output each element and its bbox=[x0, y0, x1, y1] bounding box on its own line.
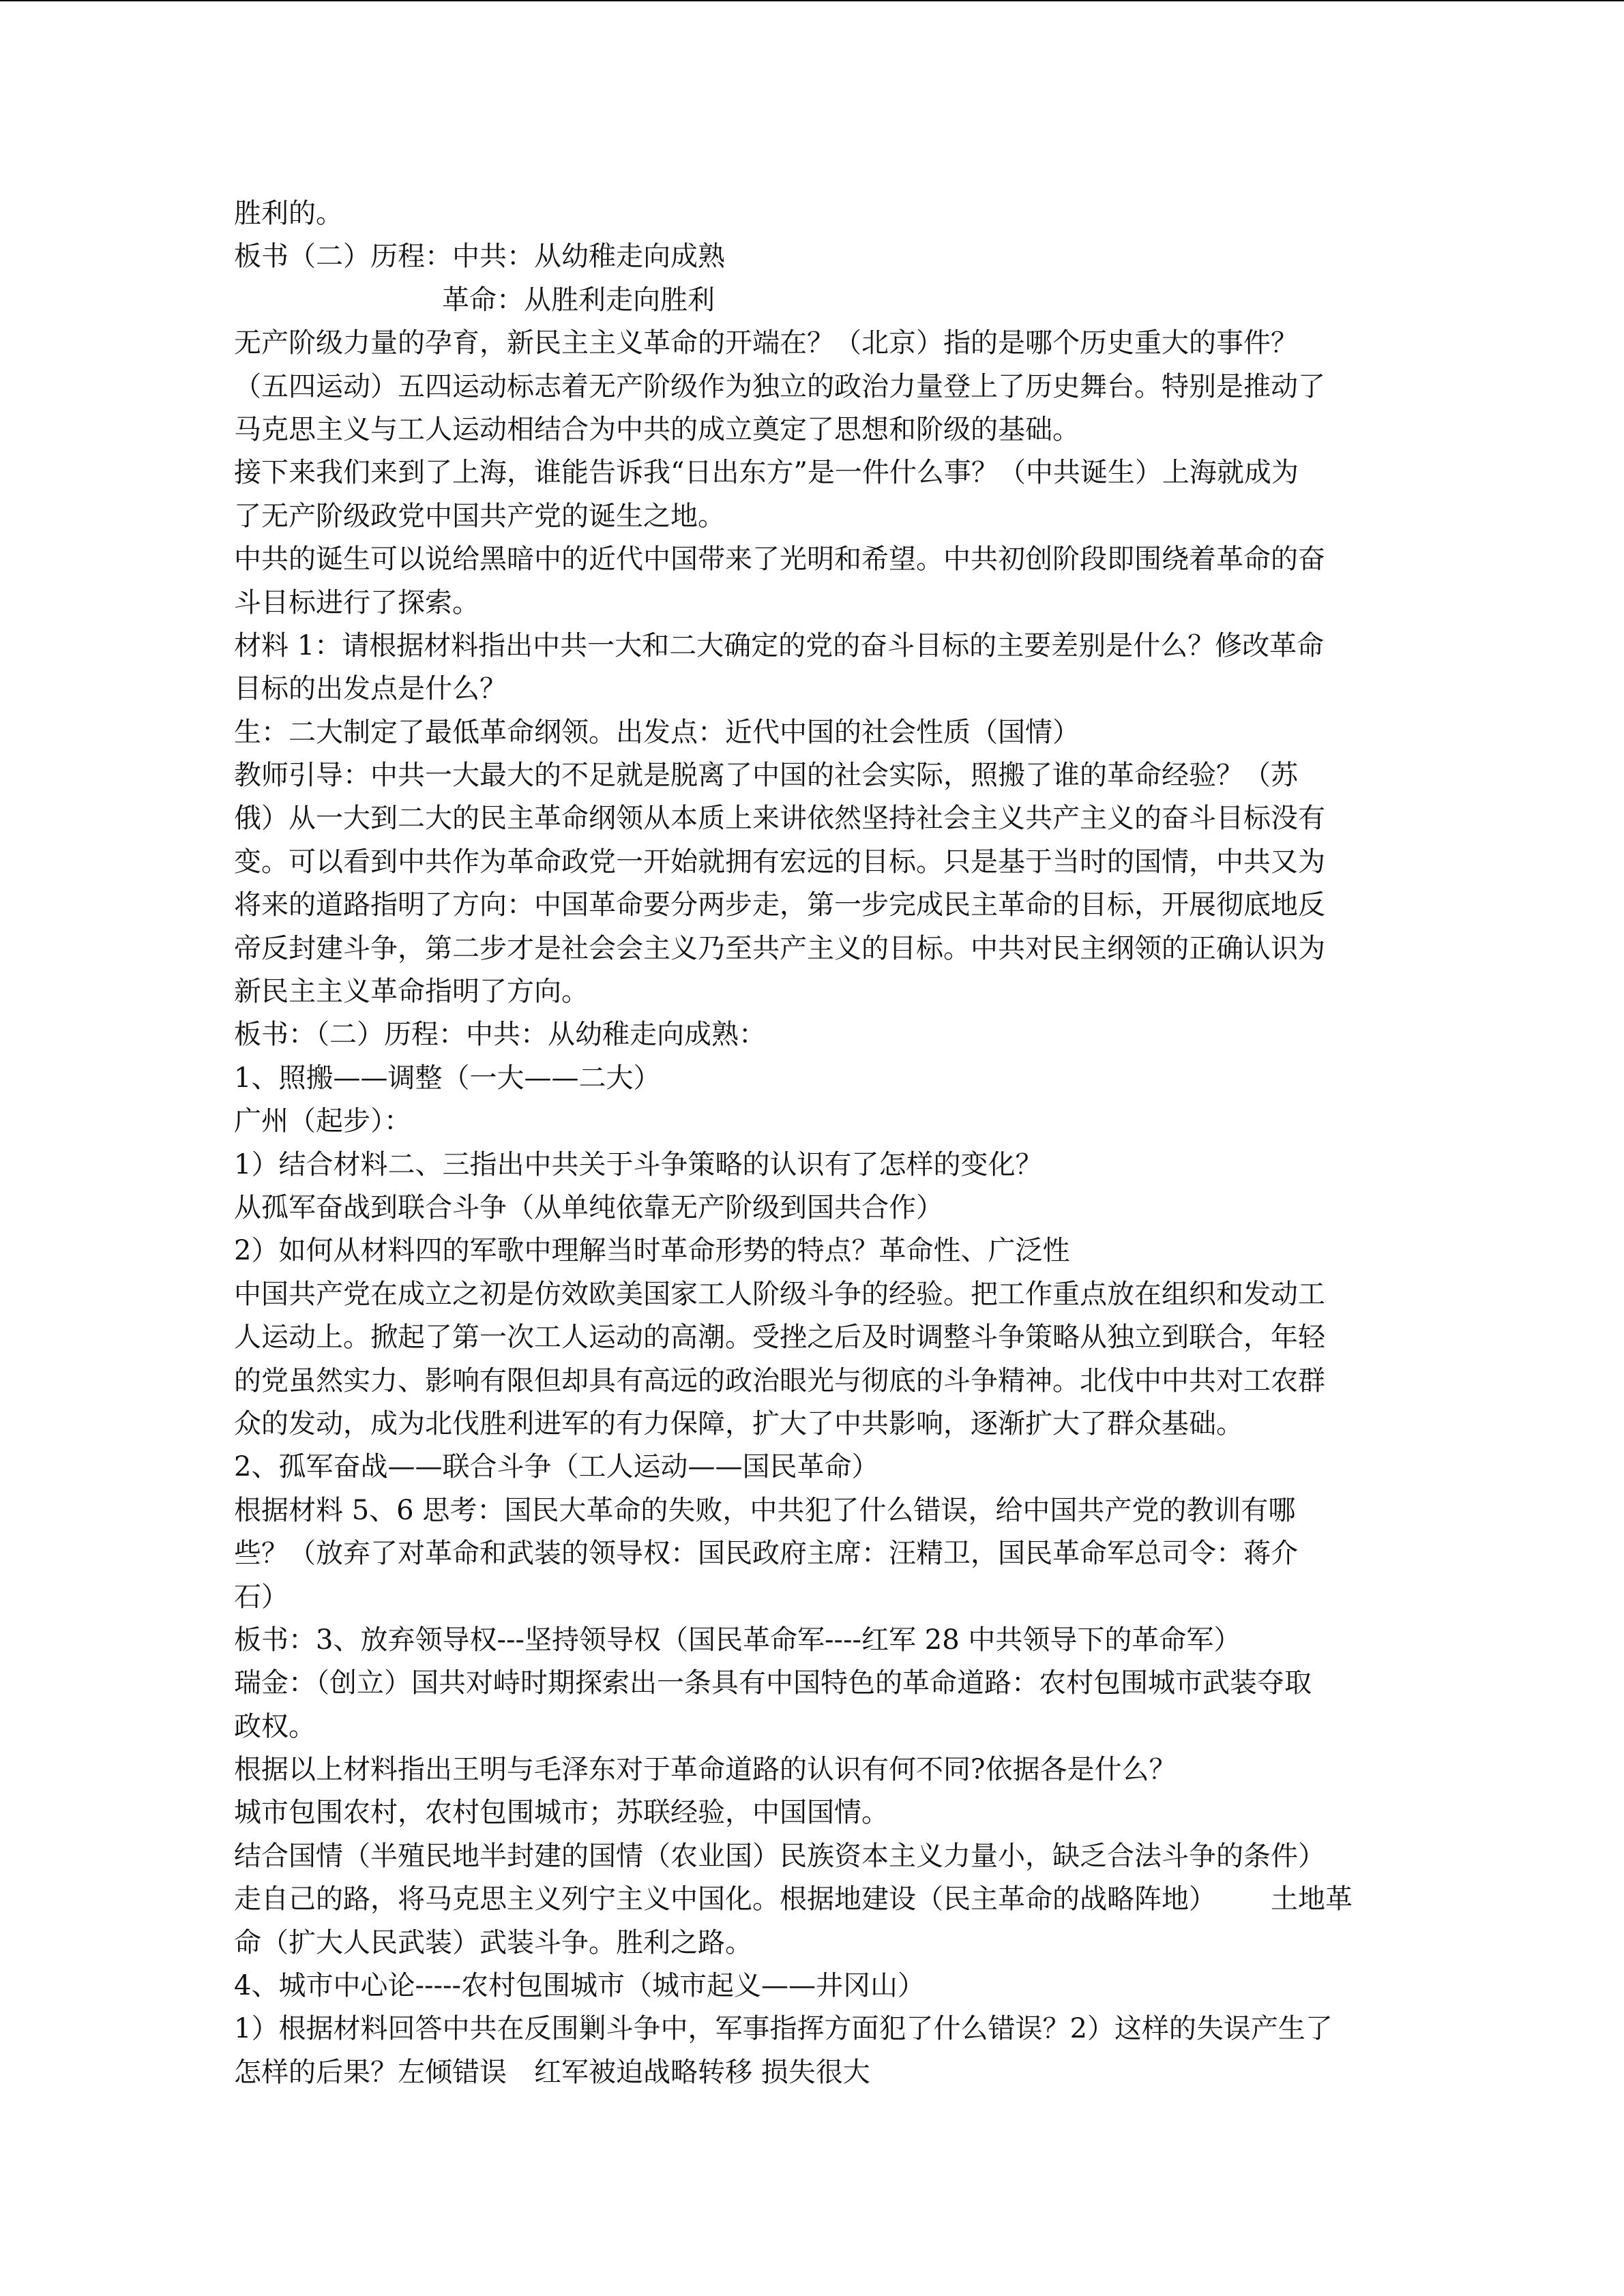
text-line: 石） bbox=[234, 1581, 289, 1613]
text-line: 新民主主义革命指明了方向。 bbox=[234, 976, 589, 1008]
outline-item: 1、照搬——调整（一大——二大） bbox=[234, 1062, 661, 1094]
text-line: 俄）从一大到二大的民主革命纲领从本质上来讲依然坚持社会主义共产主义的奋斗目标没有 bbox=[234, 803, 1325, 835]
material-question: 目标的出发点是什么？ bbox=[234, 673, 507, 705]
text-segment: 土地革 bbox=[1271, 1883, 1353, 1915]
text-line: 瑞金：（创立）国共对峙时期探索出一条具有中国特色的革命道路：农村包围城市武装夺取 bbox=[234, 1667, 1312, 1699]
question-item: 1）结合材料二、三指出中共关于斗争策略的认识有了怎样的变化？ bbox=[234, 1148, 1043, 1180]
material-question: 材料 1：请根据材料指出中共一大和二大确定的党的奋斗目标的主要差别是什么？修改革命 bbox=[234, 629, 1325, 661]
blackboard-subheading: 革命：从胜利走向胜利 bbox=[442, 284, 715, 316]
text-line: 结合国情（半殖民地半封建的国情（农业国）民族资本主义力量小，缺乏合法斗争的条件） bbox=[234, 1840, 1325, 1872]
text-line: 命（扩大人民武装）武装斗争。胜利之路。 bbox=[234, 1926, 752, 1958]
text-line bbox=[234, 1878, 1393, 1921]
text-line: 变。可以看到中共作为革命政党一开始就拥有宏远的目标。只是基于当时的国情，中共又为 bbox=[234, 846, 1325, 878]
student-answer: 生：二大制定了最低革命纲领。出发点：近代中国的社会性质（国情） bbox=[234, 716, 1080, 748]
outline-item: 4、城市中心论-----农村包围城市（城市起义——井冈山） bbox=[234, 1970, 926, 2002]
text-segment: 走自己的路，将马克思主义列宁主义中国化。根据地建设（民主革命的战略阵地） bbox=[234, 1883, 1216, 1915]
text-line: 怎样的后果？左倾错误 红军被迫战略转移 损失很大 bbox=[234, 2056, 870, 2088]
text-line: 根据以上材料指出王明与毛泽东对于革命道路的认识有何不同?依据各是什么？ bbox=[234, 1754, 1177, 1786]
blackboard-heading: 板书（二）历程：中共：从幼稚走向成熟 bbox=[234, 241, 725, 273]
text-line: 些？（放弃了对革命和武装的领导权：国民政府主席：汪精卫，国民革命军总司令：蒋介 bbox=[234, 1538, 1298, 1570]
text-line: （五四运动）五四运动标志着无产阶级作为独立的政治力量登上了历史舞台。特别是推动了 bbox=[234, 370, 1325, 402]
text-line: 马克思主义与工人运动相结合为中共的成立奠定了思想和阶级的基础。 bbox=[234, 413, 1080, 445]
text-line: 了无产阶级政党中国共产党的诞生之地。 bbox=[234, 500, 725, 532]
text-line: 广州（起步）： bbox=[234, 1105, 411, 1137]
teacher-guidance: 教师引导：中共一大最大的不足就是脱离了中国的社会实际，照搬了谁的革命经验？（苏 bbox=[234, 760, 1298, 792]
question-item: 2）如何从材料四的军歌中理解当时革命形势的特点？革命性、广泛性 bbox=[234, 1235, 1070, 1267]
question-item: 1）根据材料回答中共在反围剿斗争中，军事指挥方面犯了什么错误？2）这样的失误产生了 bbox=[234, 2013, 1333, 2045]
text-line: 众的发动，成为北伐胜利进军的有力保障，扩大了中共影响，逐渐扩大了群众基础。 bbox=[234, 1407, 1243, 1440]
text-line: 接下来我们来到了上海，谁能告诉我“日出东方”是一件什么事？（中共诞生）上海就成为 bbox=[234, 457, 1299, 489]
text-line: 中共的诞生可以说给黑暗中的近代中国带来了光明和希望。中共初创阶段即围绕着革命的奋 bbox=[234, 543, 1325, 576]
outline-item: 2、孤军奋战——联合斗争（工人运动——国民革命） bbox=[234, 1451, 879, 1483]
text-line: 帝反封建斗争，第二步才是社会会主义乃至共产主义的目标。中共对民主纲领的正确认识为 bbox=[234, 932, 1325, 964]
text-line: 将来的道路指明了方向：中国革命要分两步走，第一步完成民主革命的目标，开展彻底地反 bbox=[234, 889, 1325, 921]
page-top-border bbox=[0, 0, 1624, 1]
text-line: 无产阶级力量的孕育，新民主主义革命的开端在？（北京）指的是哪个历史重大的事件？ bbox=[234, 327, 1298, 359]
text-line: 胜利的。 bbox=[234, 198, 343, 229]
text-line: 根据材料 5、6 思考：国民大革命的失败，中共犯了什么错误，给中国共产党的教训有哪 bbox=[234, 1494, 1296, 1526]
text-line: 从孤军奋战到联合斗争（从单纯依靠无产阶级到国共合作） bbox=[234, 1191, 943, 1223]
text-line: 政权。 bbox=[234, 1710, 316, 1742]
blackboard-heading: 板书：3、放弃领导权---坚持领导权（国民革命军----红军 28 中共领导下的革命军） bbox=[234, 1624, 1241, 1656]
text-line: 城市包围农村，农村包围城市；苏联经验，中国国情。 bbox=[234, 1797, 889, 1829]
document-page bbox=[234, 192, 1393, 2094]
blackboard-heading: 板书：（二）历程：中共：从幼稚走向成熟： bbox=[234, 1019, 766, 1051]
text-line: 的党虽然实力、影响有限但却具有高远的政治眼光与彻底的斗争精神。北伐中中共对工农群 bbox=[234, 1365, 1325, 1397]
text-line: 斗目标进行了探索。 bbox=[234, 586, 479, 618]
text-line: 人运动上。掀起了第一次工人运动的高潮。受挫之后及时调整斗争策略从独立到联合，年轻 bbox=[234, 1322, 1325, 1354]
text-line: 中国共产党在成立之初是仿效欧美国家工人阶级斗争的经验。把工作重点放在组织和发动工 bbox=[234, 1278, 1325, 1310]
